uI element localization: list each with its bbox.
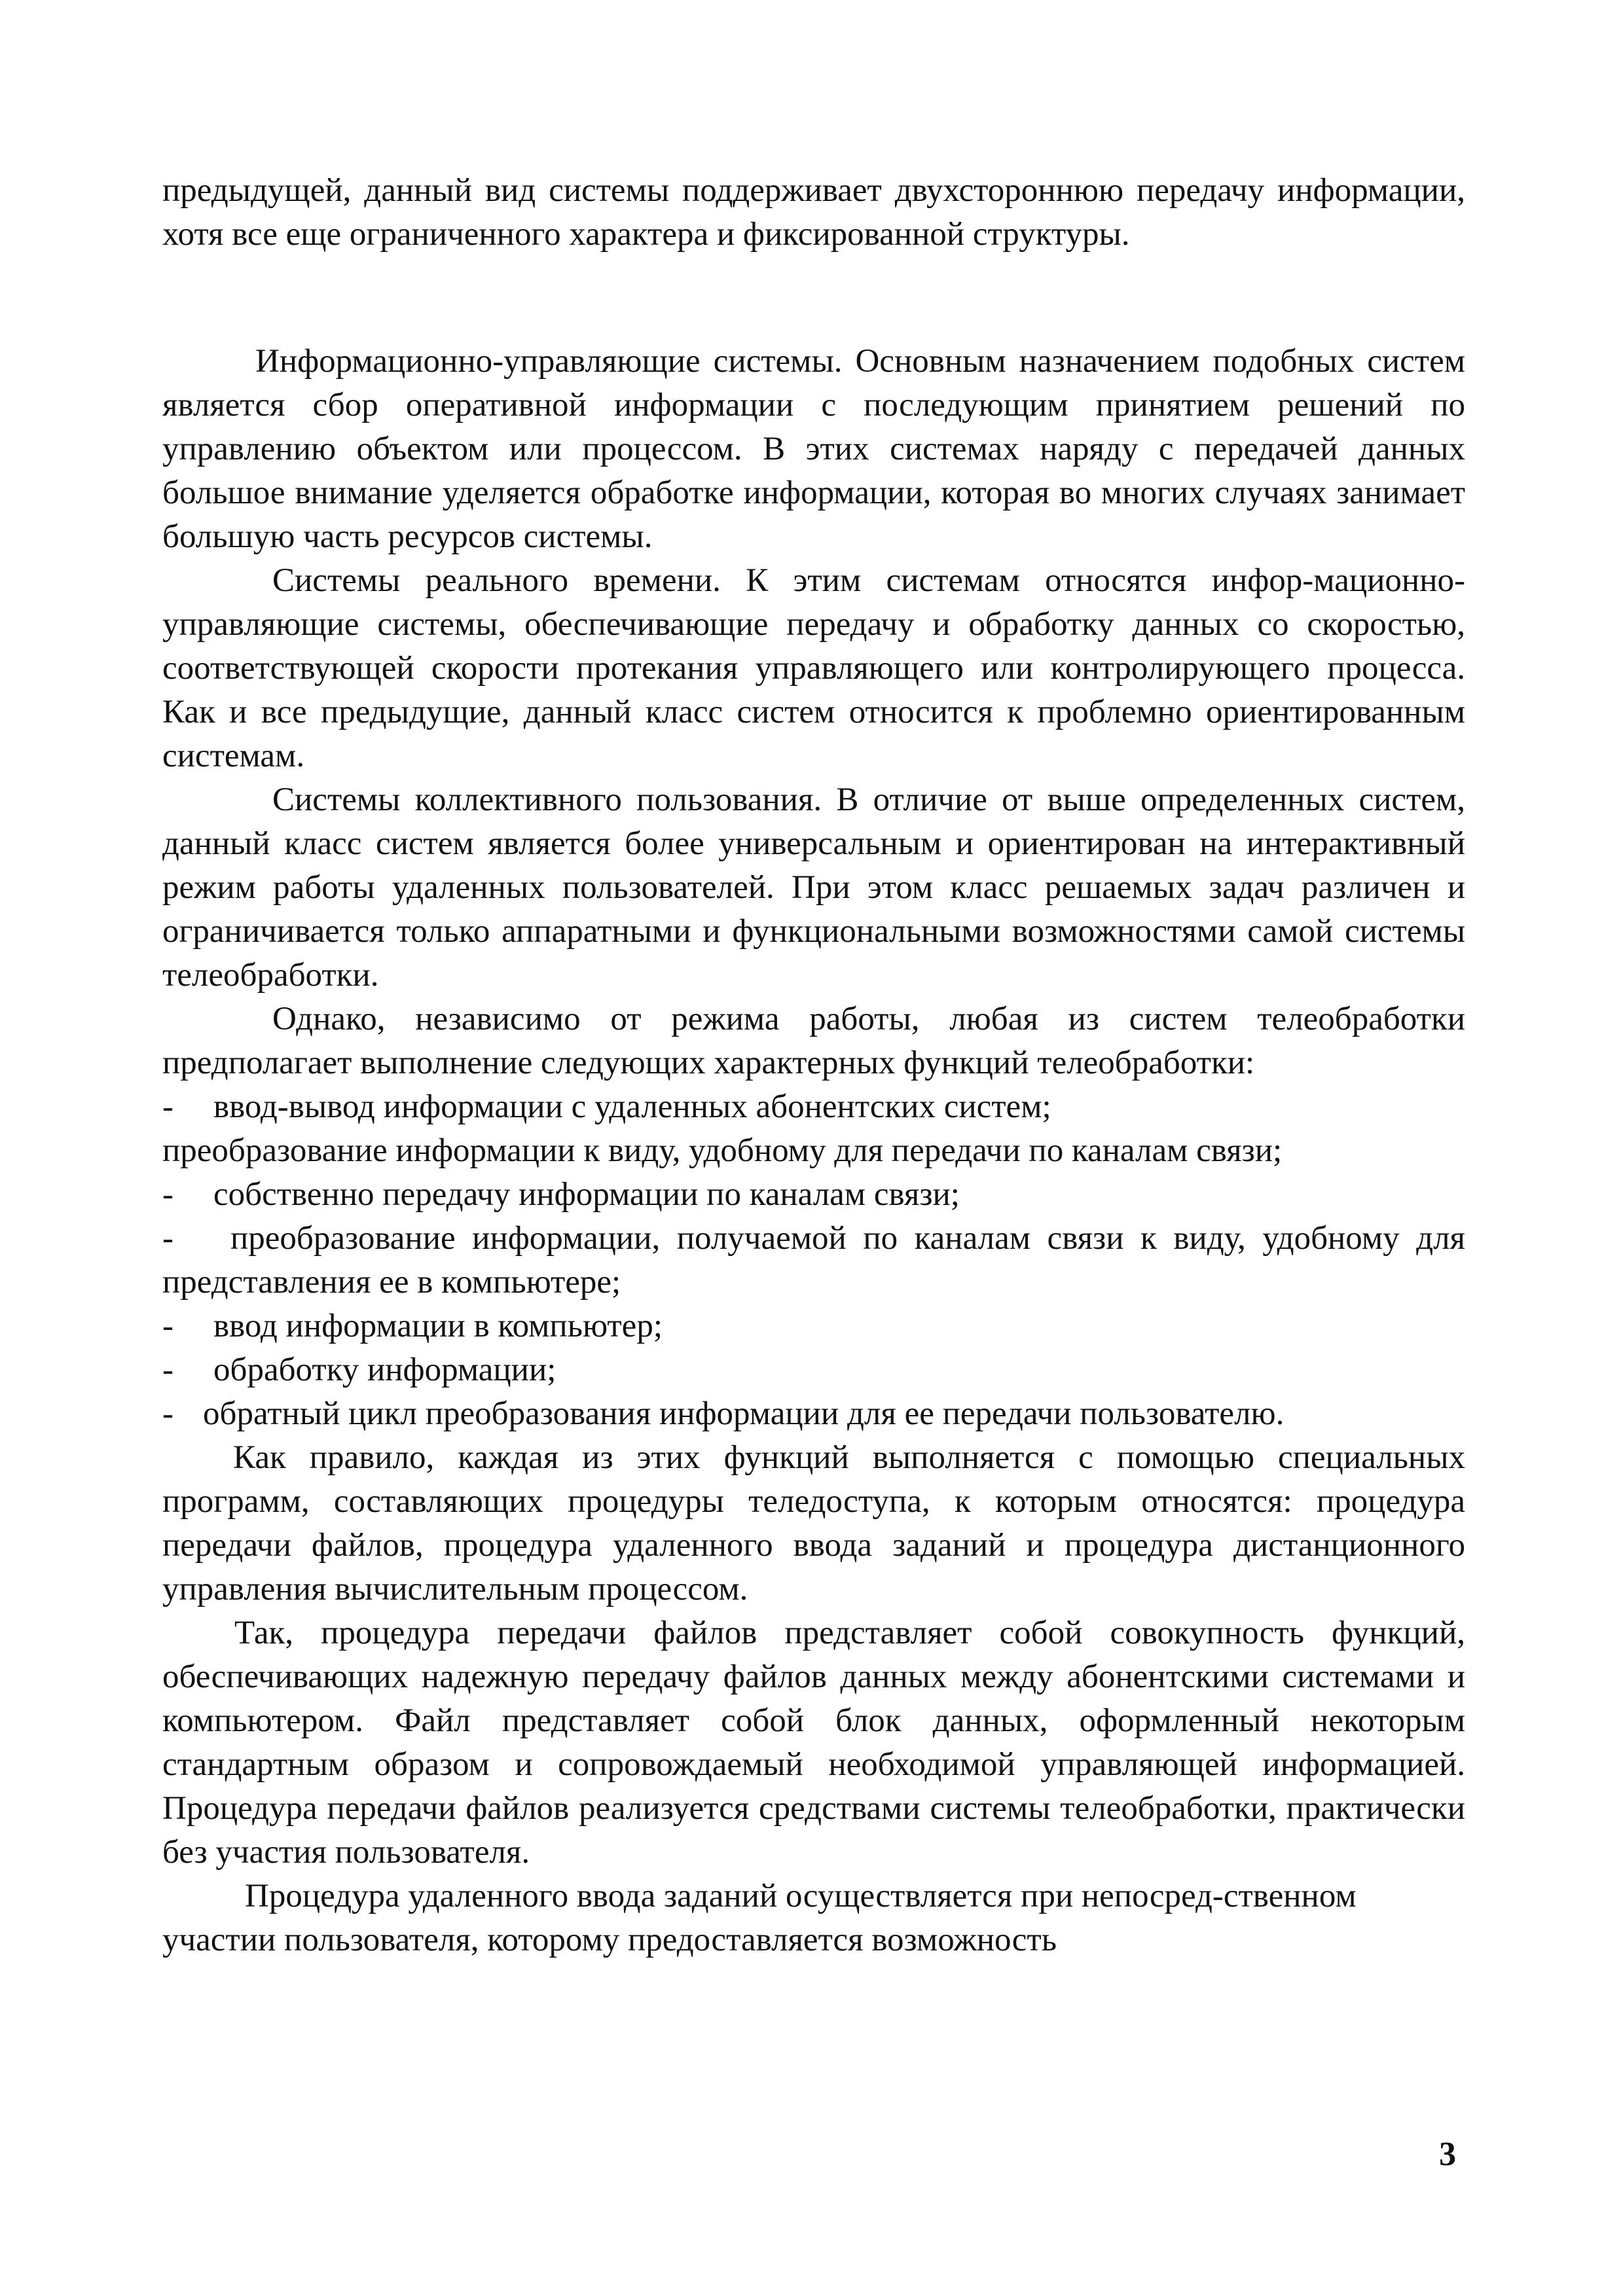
list-item	[162, 1392, 1465, 1436]
list-item	[162, 1173, 1465, 1217]
list-item	[162, 1348, 1465, 1392]
list-marker: -	[162, 1176, 173, 1213]
list-marker: -	[162, 1308, 173, 1344]
paragraph-information-control-systems: Информационно-управляющие системы. Основным назначением подобных систем является сбор оперативной информации с последующим принятием решений по управлению объектом или процессом. В этих системах наряду с передачей данных большое внимание уделяется обработке информации, которая во многих случаях занимает большую часть ресурсов системы.	[162, 343, 1465, 555]
paragraph-continuation: предыдущей, данный вид системы поддерживает двухстороннюю передачу информации, хотя все еще ограниченного характера и фиксированной структуры.	[162, 172, 1465, 253]
list-item-text: ввод-вывод информации с удаленных абонентских систем;	[213, 1088, 1051, 1125]
list-item	[162, 1217, 1465, 1304]
list-item-text: ввод информации в компьютер;	[213, 1308, 663, 1344]
list-item-text: обратный цикл преобразования информации для ее передачи пользователю.	[203, 1395, 1285, 1432]
list-item: преобразование информации к виду, удобному для передачи по каналам связи;	[162, 1132, 1283, 1169]
paragraph-collective-use-systems: Системы коллективного пользования. В отличие от выше определенных систем, данный класс систем является более универсальным и ориентирован на интерактивный режим работы удаленных пользователей. При этом класс решаемых задач различен и ограничивается только аппаратными и функциональными возможностями самой системы телеобработки.	[162, 781, 1465, 994]
list-marker: -	[162, 1220, 173, 1257]
paragraph-remote-job-entry: Процедура удаленного ввода заданий осуществляется при непосред-ственном участии пользователя, которому предоставляется возможность	[162, 1878, 1357, 1958]
paragraph-gap	[162, 257, 1465, 340]
paragraph-functions-intro: Однако, независимо от режима работы, любая из систем телеобработки предполагает выполнение следующих характерных функций телеобработки:	[162, 1001, 1465, 1081]
list-item	[162, 1085, 1465, 1129]
list-marker: -	[162, 1088, 173, 1125]
list-item-text: обработку информации;	[213, 1352, 556, 1388]
list-marker: -	[162, 1352, 173, 1388]
paragraph-teleaccess-procedures: Как правило, каждая из этих функций выполняется с помощью специальных программ, составляющих процедуры теледоступа, к которым относятся: процедура передачи файлов, процедура удаленного ввода заданий и процедура дистанционного управления вычислительным процессом.	[162, 1439, 1465, 1607]
list-item	[162, 1304, 1465, 1348]
list-item-text: преобразование информации, получаемой по каналам связи к виду, удобному для представления ее в компьютере;	[162, 1220, 1465, 1300]
list-marker: -	[162, 1395, 173, 1432]
paragraph-real-time-systems: Системы реального времени. К этим системам относятся инфор-мационно-управляющие системы, обеспечивающие передачу и обработку данных со скоростью, соответствующей скорости протекания управляющего или контролирующего процесса. Как и все предыдущие, данный класс систем относится к проблемно ориентированным системам.	[162, 562, 1465, 774]
list-item-text: собственно передачу информации по каналам связи;	[213, 1176, 960, 1213]
page-body	[162, 169, 1465, 1962]
paragraph-file-transfer: Так, процедура передачи файлов представляет собой совокупность функций, обеспечивающих надежную передачу файлов данных между абонентскими системами и компьютером. Файл представляет собой блок данных, оформленный некоторым стандартным образом и сопровождаемый необходимой управляющей информацией. Процедура передачи файлов реализуется средствами системы телеобработки, практически без участия пользователя.	[162, 1615, 1465, 1871]
functions-list	[162, 1085, 1465, 1436]
page-number: 3	[1439, 2136, 1456, 2173]
